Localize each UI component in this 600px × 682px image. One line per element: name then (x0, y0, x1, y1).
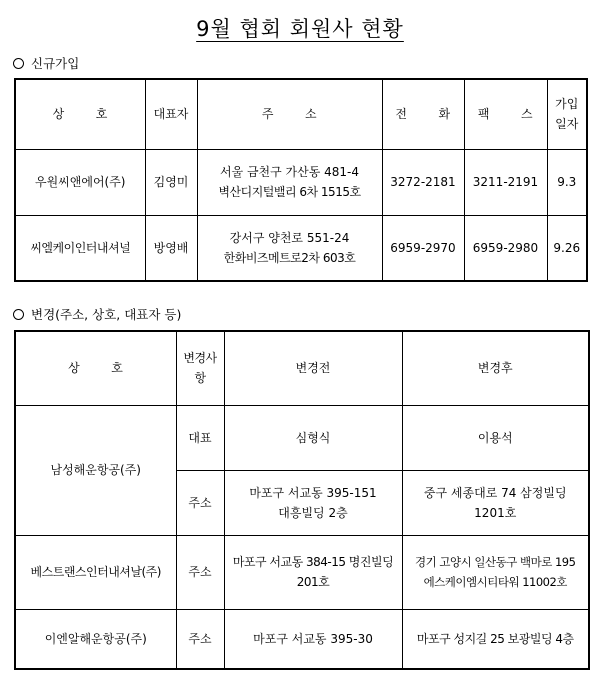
address-line2: 한화비즈메트로2차 603호 (223, 250, 356, 265)
before-line2: 201호 (296, 575, 330, 589)
circle-bullet-icon (13, 309, 24, 320)
after-value (402, 405, 589, 470)
address-line1: 강서구 양천로 551-24 (229, 230, 350, 245)
change-item: 주소 (176, 470, 224, 535)
header-join-line1: 가입 (555, 97, 579, 112)
address-line1: 서울 금천구 가산동 481-4 (219, 165, 360, 179)
header-name: 상 호 (15, 331, 176, 405)
header-name: 상 호 (15, 79, 145, 149)
join-date: 9.26 (547, 215, 587, 281)
fax: 3211-2191 (464, 149, 547, 215)
phone: 3272-2181 (382, 149, 464, 215)
before-line1: 마포구 서교동 395-151 (249, 485, 377, 500)
company-name: 남성해운항공(주) (15, 405, 176, 535)
after-value (402, 470, 589, 535)
table-row (15, 609, 589, 669)
header-join-date (547, 79, 587, 149)
company-name: 베스트랜스인터내셔날(주) (15, 535, 176, 609)
table-row (15, 405, 589, 470)
table-header-row (15, 331, 589, 405)
before-value (224, 609, 402, 669)
company-name: 우원씨앤에어(주) (15, 149, 145, 215)
after-line1: 경기 고양시 일산동구 백마로 195 (415, 555, 576, 569)
header-rep: 대표자 (145, 79, 197, 149)
table-row (15, 535, 589, 609)
new-members-table (14, 78, 588, 282)
page-title (0, 14, 600, 44)
company-name: 씨엘케이인터내셔널 (15, 215, 145, 281)
before-line1: 심형식 (295, 430, 331, 445)
before-line1: 마포구 서교동 395-30 (253, 631, 373, 646)
representative: 방영배 (145, 215, 197, 281)
header-address: 주 소 (197, 79, 382, 149)
header-fax: 팩 스 (464, 79, 547, 149)
change-item: 대표 (176, 405, 224, 470)
table-row (15, 215, 587, 281)
header-after: 변경후 (402, 331, 589, 405)
before-value (224, 535, 402, 609)
after-line1: 마포구 성지길 25 보광빌딩 4층 (416, 631, 574, 646)
before-line1: 마포구 서교동 384-15 명진빌딩 (232, 555, 394, 569)
address (197, 149, 382, 215)
new-members-heading (13, 56, 79, 72)
header-change-item: 변경사항 (176, 331, 224, 405)
table-row (15, 149, 587, 215)
before-line2: 대흥빌딩 2층 (278, 505, 348, 520)
changes-heading-text: 변경(주소, 상호, 대표자 등) (31, 307, 182, 322)
fax: 6959-2980 (464, 215, 547, 281)
after-line1: 이용석 (477, 430, 513, 445)
header-join-line2: 일자 (555, 117, 579, 132)
header-before: 변경전 (224, 331, 402, 405)
address (197, 215, 382, 281)
new-members-heading-text: 신규가입 (31, 56, 80, 71)
representative: 김영미 (145, 149, 197, 215)
circle-bullet-icon (13, 58, 24, 69)
change-item: 주소 (176, 609, 224, 669)
changes-heading (13, 307, 181, 323)
changes-table (14, 330, 590, 670)
table-header-row (15, 79, 587, 149)
before-value (224, 470, 402, 535)
after-line1: 중구 세종대로 74 삼정빌딩 (423, 485, 567, 500)
after-line2: 1201호 (474, 505, 517, 520)
after-line2: 에스케이엠시티타워 11002호 (423, 575, 567, 589)
page-title-text: 9월 협회 회원사 현황 (196, 17, 404, 41)
address-line2: 벽산디지털밸리 6차 1515호 (218, 185, 361, 199)
after-value (402, 535, 589, 609)
phone: 6959-2970 (382, 215, 464, 281)
after-value (402, 609, 589, 669)
company-name: 이엔알해운항공(주) (15, 609, 176, 669)
change-item: 주소 (176, 535, 224, 609)
before-value (224, 405, 402, 470)
join-date: 9.3 (547, 149, 587, 215)
header-phone: 전 화 (382, 79, 464, 149)
